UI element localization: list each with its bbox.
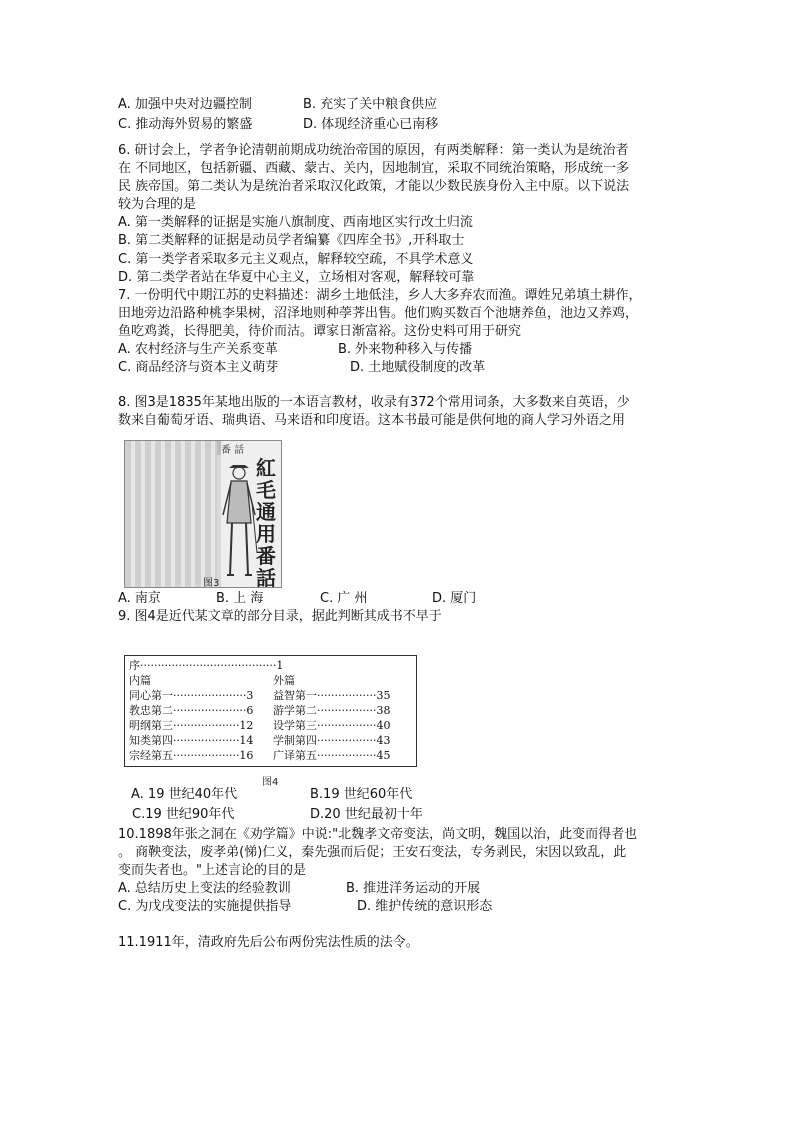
figure-4-caption: 图4	[262, 777, 279, 788]
text-line: 在 不同地区，包括新疆、西藏、蒙古、关内，因地制宜，采取不同统治策略，形成统一多	[118, 161, 630, 176]
answer-option: C.19 世纪90年代	[132, 807, 235, 822]
title-char: 毛	[256, 478, 276, 502]
merchant-figure-illustration	[219, 463, 259, 587]
title-char: 番	[256, 544, 276, 568]
page-header-text: 番 話	[221, 445, 245, 456]
title-char: 通	[256, 500, 276, 524]
vocabulary-columns	[125, 441, 220, 589]
text-line: 数来自葡萄牙语、瑞典语、马来语和印度语。这本书最可能是供何地的商人学习外语之用	[118, 413, 626, 428]
text-line: D. 第二类学者站在华夏中心主义，立场相对客观，解释较可靠	[118, 270, 475, 285]
text-line: 6. 研讨会上，学者争论清朝前期成功统治帝国的原因，有两类解释：第一类认为是统治者	[118, 143, 629, 158]
title-char: 話	[256, 566, 276, 588]
toc-inner-entry: 知类第四···················14	[129, 734, 254, 747]
text-line: 10.1898年张之洞在《劝学篇》中说:"北魏孝文帝变法，尚文明，魏国以治，此变而得者也	[118, 827, 638, 842]
title-char: 紅	[256, 456, 276, 480]
answer-option: C. 广 州	[320, 591, 368, 606]
answer-option: B. 上 海	[216, 591, 264, 606]
answer-option: B. 充实了关中粮食供应	[303, 97, 438, 112]
answer-option: A. 19 世纪40年代	[131, 787, 238, 802]
text-line: 田地旁边沿路种桃李果树，沼泽地则种荸荠出售。他们购买数百个池塘养鱼，池边又养鸡，	[118, 306, 639, 321]
toc-preface: 序·······································1	[129, 659, 284, 672]
toc-inner-entry: 宗经第五···················16	[129, 749, 254, 762]
toc-outer-entry: 学制第四·················43	[273, 734, 391, 747]
figure-3-caption: 图3	[203, 578, 220, 589]
toc-outer-heading: 外篇	[273, 674, 295, 687]
answer-option: D.20 世纪最初十年	[310, 807, 423, 822]
figure-3-book-page	[124, 440, 282, 588]
toc-outer-entry: 设学第三·················40	[273, 719, 391, 732]
toc-outer-entry: 游学第二·················38	[273, 704, 391, 717]
text-line: 8. 图3是1835年某地出版的一本语言教材，收录有372个常用词条，大多数来自英语，少	[118, 395, 630, 410]
toc-inner-entry: 教忠第二·····················6	[129, 704, 254, 717]
text-line: 7. 一份明代中期江苏的史料描述：湖乡土地低洼，乡人大多弃农而渔。谭姓兄弟填土耕作，	[118, 288, 642, 303]
text-line: 9. 图4是近代某文章的部分目录，据此判断其成书不早于	[118, 609, 442, 624]
text-line: C. 第一类学者采取多元主义观点，解释较空疏，不具学术意义	[118, 252, 474, 267]
answer-option: A. 农村经济与生产关系变革	[118, 342, 278, 357]
text-line: B. 第二类解释的证据是动员学者编纂《四库全书》,开科取士	[118, 233, 465, 248]
answer-option: A. 南京	[118, 591, 161, 606]
text-line: 民 族帝国。第二类认为是统治者采取汉化政策，才能以少数民族身份入主中原。以下说法	[118, 179, 630, 194]
text-line: 变而失者也。"上述言论的目的是	[118, 863, 306, 878]
toc-outer-entry: 广译第五·················45	[273, 749, 391, 762]
text-line: 较为合理的是	[118, 197, 197, 212]
answer-option: A. 总结历史上变法的经验教训	[118, 881, 291, 896]
answer-option: D. 厦门	[432, 591, 477, 606]
answer-option: C. 商品经济与资本主义萌芽	[118, 360, 279, 375]
answer-option: B. 推进洋务运动的开展	[346, 881, 481, 896]
answer-option: A. 加强中央对边疆控制	[118, 97, 252, 112]
text-line: 11.1911年，清政府先后公布两份宪法性质的法令。	[118, 935, 419, 950]
text-line: 。 商鞅变法，废孝弟(悌)仁义，秦先强而后促；王安石变法，专务剥民，宋因以致乱，此	[118, 845, 627, 860]
answer-option: B. 外来物种移入与传播	[338, 342, 473, 357]
answer-option: D. 体现经济重心已南移	[303, 117, 439, 132]
book-title-vertical	[255, 457, 277, 588]
answer-option: B.19 世纪60年代	[310, 787, 413, 802]
text-line: 鱼吃鸡粪，长得肥美，待价而沽。谭家日渐富裕。这份史料可用于研究	[118, 324, 522, 339]
text-line: A. 第一类解释的证据是实施八旗制度、西南地区实行改土归流	[118, 215, 473, 230]
figure-4-table-of-contents	[124, 655, 417, 767]
answer-option: C. 推动海外贸易的繁盛	[118, 117, 253, 132]
answer-option: D. 土地赋役制度的改革	[350, 360, 486, 375]
toc-inner-entry: 明纲第三···················12	[129, 719, 254, 732]
toc-inner-entry: 同心第一·····················3	[129, 689, 254, 702]
answer-option: C. 为戊戌变法的实施提供指导	[118, 899, 292, 914]
toc-outer-entry: 益智第一·················35	[273, 689, 391, 702]
title-char: 用	[256, 522, 276, 546]
answer-option: D. 维护传统的意识形态	[357, 899, 493, 914]
toc-inner-heading: 内篇	[129, 674, 151, 687]
